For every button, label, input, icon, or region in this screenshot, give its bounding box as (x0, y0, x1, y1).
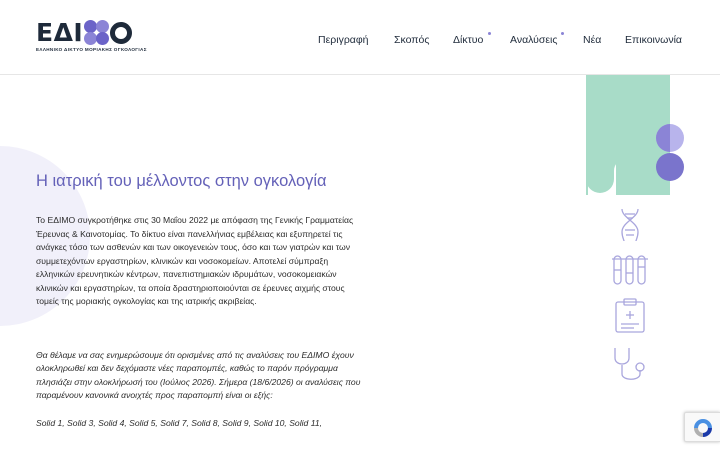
page-title: Η ιατρική του μέλλοντος στην ογκολογία (36, 172, 327, 190)
nav-item-description[interactable]: Περιγραφή (318, 34, 369, 46)
intro-paragraph: Το ΕΔΙΜΟ συγκροτήθηκε στις 30 Μαΐου 2022 με απόφαση της Γενικής Γραμματείας Έρευνας & Καινοτομίας. Το δίκτυο είναι πανελλήνιας εμβέλειας και εξυπηρετεί τις ανάγκες τόσο των ασθενών και των οικογενειών τους, όσο και των γιατρών και των συμμετεχόντων εργαστηρίων, κλινικών και νοσοκομείων. Αποτελεί σύμπραξη ελληνικών ερευνητικών κέντρων, πανεπιστημιακών ιδρυμάτων, νοσοκομειακών κλινικών και εργαστηρίων, τα οποία δραστηριοποιούνται σε έρευνες αιχμής στους τομείς της μοριακής ογκολογίας και της ιατρικής ακριβείας. (36, 215, 354, 306)
decorative-circle-dark (656, 153, 684, 181)
main-content (36, 172, 366, 430)
clipboard-icon (614, 298, 646, 334)
nav-item-news[interactable]: Νέα (583, 34, 602, 46)
logo-subtitle: ΕΛΛΗΝΙΚΟ ΔΙΚΤΥΟ ΜΟΡΙΑΚΗΣ ΟΓΚΟΛΟΓΙΑΣ (36, 47, 147, 52)
site-header (0, 0, 720, 75)
logo[interactable] (36, 20, 146, 56)
stethoscope-icon (610, 346, 650, 386)
notice-paragraph: Θα θέλαμε να σας ενημερώσουμε ότι ορισμένες από τις αναλύσεις του ΕΔΙΜΟ έχουν ολοκληρωθεί και δεν δεχόμαστε νέες παραπομπές, καθώς το παρόν πρόγραμμα πλησιάζει στην ολοκλήρωσή του (Ιούλιος 2026). Σήμερα (18/6/2026) οι αναλύσεις που παραμένουν κανονικά ανοιχτές προς παραπομπή είναι οι εξής: (36, 349, 361, 400)
nav-item-purpose[interactable]: Σκοπός (394, 34, 430, 46)
nav-analyses-dot (561, 32, 564, 35)
test-tubes-icon (611, 254, 649, 288)
nav-network-dot (488, 32, 491, 35)
nav-item-contact[interactable]: Επικοινωνία (625, 34, 682, 46)
dna-icon (618, 208, 642, 242)
analyses-list: Solid 1, Solid 3, Solid 4, Solid 5, Solid 7, Solid 8, Solid 9, Solid 10, Solid 11, (36, 417, 322, 428)
logo-mark (84, 20, 124, 46)
recaptcha-badge[interactable] (684, 412, 720, 442)
logo-text: ΕΔΙ (36, 18, 84, 47)
nav-item-network[interactable]: Δίκτυο (453, 34, 484, 46)
nav-item-analyses[interactable]: Αναλύσεις (510, 34, 558, 46)
recaptcha-icon (692, 417, 714, 439)
